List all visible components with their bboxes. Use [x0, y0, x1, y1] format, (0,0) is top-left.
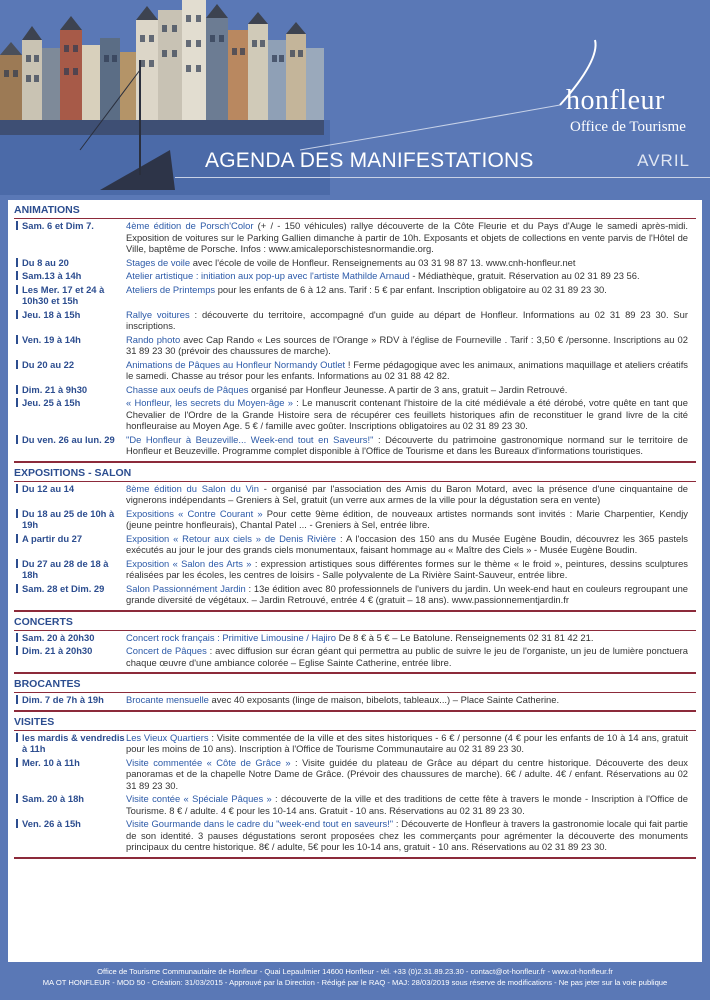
event-description	[126, 220, 694, 255]
event-description	[126, 284, 694, 307]
event-date-text: Mer. 10 à 11h	[22, 756, 80, 768]
event-date	[8, 533, 126, 556]
event-date	[8, 359, 126, 382]
event-description	[126, 793, 694, 816]
section-end-rule	[14, 857, 696, 859]
agenda-row	[8, 433, 702, 458]
event-date-text: Jeu. 25 à 15h	[22, 397, 81, 408]
date-marker	[16, 633, 18, 642]
event-date-text: Sam. 20 à 20h30	[22, 631, 95, 643]
event-date-text: Sam. 28 et Dim. 29	[22, 582, 105, 594]
agenda-row	[8, 693, 702, 707]
event-title: Concert de Pâques	[126, 645, 207, 656]
footer-contact: Office de Tourisme Communautaire de Honfleur - Quai Lepaulmier 14600 Honfleur - tél. +33 (0)2.31.89.23.30 - contact@ot-honfleur.fr - www.ot-honfleur.fr	[97, 967, 613, 976]
event-description	[126, 270, 694, 282]
date-marker	[16, 398, 18, 407]
event-title: « Honfleur, les secrets du Moyen-âge »	[126, 397, 293, 408]
event-description	[126, 818, 694, 853]
date-marker	[16, 509, 18, 518]
event-date-text: Du 20 au 22	[22, 358, 75, 370]
event-date-text: Les Mer. 17 et 24 à 10h30 et 15h	[22, 283, 105, 306]
event-date-text: Du 18 au 25 de 10h à 19h	[22, 507, 115, 530]
date-marker	[16, 819, 18, 828]
event-date-text: Ven. 26 à 15h	[22, 818, 81, 829]
agenda-panel	[8, 200, 702, 962]
date-marker	[16, 646, 18, 655]
date-marker	[16, 285, 18, 294]
agenda-row	[8, 756, 702, 793]
event-details: : Découverte de Honfleur à travers la gastronomie locale qui fait partie de son identité. 3 pauses dégustations seront proposées chez les commerçants pour agrémenter la découverte des monuments principaux du centre historique. 8€ / adulte, 5€ pour les 10-14 ans, gratuit - 10 ans. Réservations au 02 31 89 23 30.	[126, 818, 688, 852]
agenda-row	[8, 631, 702, 645]
event-date	[8, 645, 126, 668]
event-description	[126, 757, 694, 792]
agenda-row	[8, 283, 702, 308]
event-description	[126, 309, 694, 332]
logo-subtitle: Office de Tourisme	[570, 119, 686, 135]
event-details: (+ / - 150 véhicules) rallye découverte de la Côte Fleurie et du Pays d'Auge le samedi après-midi. Exposition de voitures sur le Parking Gallien dimanche à partir de 10h. Exposants et objets de collections en vente parvis de l'Hôtel de Ville, baptême de Porsche. Infos : www.amicaleporschistesnormandie.org.	[126, 220, 688, 254]
event-date	[8, 632, 126, 644]
event-date	[8, 732, 126, 755]
agenda-row	[8, 817, 702, 854]
event-title: Concert rock français : Primitive Limousine / Hajiro	[126, 631, 336, 643]
event-date-text: Du 8 au 20	[22, 256, 69, 268]
event-date-text: Du 27 au 28 de 18 à 18h	[22, 557, 109, 580]
event-details: : expression artistiques sous différentes formes sur le thème « le froid », peintures, dessins sculptures réalisées par les écoles, les centres de loisirs - Salle polyvalente de La Rivière Saint-Sauveur, entrée libre.	[126, 557, 688, 580]
event-title: Expositions « Contre Courant »	[126, 507, 263, 519]
event-details: ! Ferme pédagogique avec les animaux, animations maquillage et ateliers créatifs le samedi. Chasse au trésor pour les enfants. Informations au 02 31 88 42 82.	[126, 358, 688, 381]
page-title: AGENDA DES MANIFESTATIONS	[205, 149, 534, 172]
agenda-row	[8, 358, 702, 383]
event-date-text: Du 12 au 14	[22, 482, 75, 494]
event-title: Visite commentée « Côte de Grâce »	[126, 756, 291, 768]
event-title: 4ème édition de Porsch'Color	[126, 220, 254, 231]
event-date	[8, 284, 126, 307]
event-description	[126, 583, 694, 606]
event-details: : 13e édition avec 80 professionnels de l'univers du jardin. Un week-end haut en couleurs regroupant une grande diversité de végétaux. – Jardin Retrouvé, entrée 4 € (gratuit – 18 ans). www.passionnementjardin.fr	[126, 582, 689, 605]
event-date-text: Sam. 6 et Dim 7.	[22, 220, 94, 231]
event-description	[126, 533, 694, 556]
event-date-text: Jeu. 18 à 15h	[22, 308, 81, 320]
event-title: 8ème édition du Salon du Vin	[126, 482, 259, 494]
section-title: EXPOSITIONS - SALON	[14, 466, 132, 479]
section-title: VISITES	[14, 715, 55, 728]
agenda-section	[8, 463, 702, 612]
agenda-row	[8, 256, 702, 270]
event-description	[126, 434, 694, 457]
event-date	[8, 220, 126, 255]
event-details: : Le manuscrit contenant l'histoire de la cité médiévale a été dérobé, votre quête en tant que Chevalier de l'Ordre de la Grande Histoire sera de récupérer ces feuillets historiques afin de reconstituer le grand livre de la cité honfleuraise au Moyen Age. 5 € / famille avec goûter. Inscriptions obligatoires au 02 31 89 23 30.	[126, 397, 688, 431]
event-title: Rando photo	[126, 333, 181, 345]
event-date	[8, 257, 126, 269]
event-title: Atelier artistique : initiation aux pop-up avec l'artiste Mathilde Arnaud	[126, 270, 410, 281]
agenda-row	[8, 383, 702, 397]
event-title: Animations de Pâques au Honfleur Normandy Outlet	[126, 358, 346, 370]
section-title: CONCERTS	[14, 615, 73, 628]
event-details: De 8 € à 5 € – Le Batolune. Renseignements 02 31 81 42 21.	[335, 631, 594, 643]
date-marker	[16, 733, 18, 742]
event-date	[8, 397, 126, 432]
event-date-text: Ven. 19 à 14h	[22, 333, 81, 345]
agenda-row	[8, 557, 702, 582]
agenda-row	[8, 308, 702, 333]
agenda-section	[8, 612, 702, 675]
event-details: : Visite commentée de la ville et des sites historiques - 6 € / personne (4 € pour les enfants de 10 à 14 ans, gratuit pour les moins de 10 ans). Inscription à l'Office de Tourisme Communautaire au 02 31 89 23 30.	[126, 731, 688, 754]
event-date	[8, 334, 126, 357]
event-date-text: A partir du 27	[22, 532, 83, 544]
date-marker	[16, 385, 18, 394]
agenda-section	[8, 200, 702, 463]
date-marker	[16, 360, 18, 369]
event-date	[8, 483, 126, 506]
event-date	[8, 384, 126, 396]
event-description	[126, 645, 694, 668]
event-title: Ateliers de Printemps	[126, 283, 216, 295]
date-marker	[16, 695, 18, 704]
event-description	[126, 632, 694, 644]
date-marker	[16, 584, 18, 593]
event-description	[126, 732, 694, 755]
event-date	[8, 558, 126, 581]
event-details: avec 40 exposants (linge de maison, bibelots, tableaux...) – Place Sainte Catherine.	[208, 694, 560, 705]
event-details: avec l'école de voile de Honfleur. Renseignements au 03 31 98 87 13. www.cnh-honfleur.net	[190, 256, 576, 268]
footer	[0, 966, 710, 988]
agenda-row	[8, 219, 702, 256]
event-date-text: Sam. 20 à 18h	[22, 793, 85, 804]
event-description	[126, 257, 694, 269]
event-date-text: les mardis & vendredis à 11h	[22, 731, 125, 754]
event-details: : A l'occasion des 150 ans du Musée Eugène Boudin, découvrez les 365 pastels exécutés au jour le jour des grands ciels monumentaux, faisant hommage au « Maître des Ciels » - Musée Eugène Boudin.	[126, 532, 688, 555]
event-date	[8, 818, 126, 853]
header	[0, 0, 710, 195]
event-date	[8, 434, 126, 457]
event-title: Rallye voitures	[126, 308, 190, 320]
agenda-row	[8, 482, 702, 507]
event-date-text: Dim. 21 à 20h30	[22, 645, 93, 656]
event-details: : Découverte du patrimoine gastronomique normand sur le territoire de Honfleur et Beuzeville. Programme complet disponible à l'Office de Tourisme et dans les Bureaux d'informations touristiques.	[126, 433, 688, 456]
date-marker	[16, 559, 18, 568]
event-description	[126, 334, 694, 357]
logo-wordmark: honfleur	[566, 85, 665, 116]
event-description	[126, 558, 694, 581]
agenda-section	[8, 712, 702, 859]
footer-legal: MA OT HONFLEUR - MOD 50 - Création: 31/03/2015 - Approuvé par la Direction - Rédigé par le RAQ - MAJ: 28/03/2019 sous réserve de modifications - Ne pas jeter sur la voie publique	[42, 978, 668, 987]
date-marker	[16, 534, 18, 543]
event-date	[8, 270, 126, 282]
section-title: BROCANTES	[14, 678, 81, 690]
event-details: organisé par Honfleur Jeunesse. A partir de 3 ans, gratuit – Jardin Retrouvé.	[248, 383, 568, 395]
event-title: Stages de voile	[126, 256, 191, 268]
date-marker	[16, 794, 18, 803]
event-description	[126, 384, 694, 396]
event-details: : découverte du territoire, accompagné d'un guide au départ de Honfleur. Informations au 02 31 89 23 30. Sur inscriptions.	[126, 308, 688, 331]
event-details: avec Cap Rando « Les sources de l'Orange » RDV à l'église de Fourneville . Tarif : 3,50 € /personne. Inscriptions au 02 31 89 23 30 (prévoir des chaussures de marche).	[126, 333, 688, 356]
agenda-row	[8, 731, 702, 756]
event-date-text: Dim. 7 de 7h à 19h	[22, 694, 104, 705]
event-details: Pour cette 9ème édition, de nouveaux artistes normands sont invités : Marie Charpentier, Kendjy (jeune peintre honfleurais), Chantal Patel ... - Greniers à Sel, entrée libre.	[126, 507, 688, 530]
title-bar	[145, 143, 710, 183]
event-title: Les Vieux Quartiers	[126, 731, 209, 743]
agenda-row	[8, 396, 702, 433]
agenda-row	[8, 269, 702, 283]
event-title: Exposition « Retour aux ciels » de Denis Rivière	[126, 532, 337, 544]
date-marker	[16, 271, 18, 280]
date-marker	[16, 310, 18, 319]
agenda-row	[8, 507, 702, 532]
agenda-row	[8, 644, 702, 669]
event-details: pour les enfants de 6 à 12 ans. Tarif : 5 € par enfant. Inscription obligatoire au 02 31 89 23 30.	[215, 283, 607, 295]
event-description	[126, 483, 694, 506]
agenda-row	[8, 333, 702, 358]
event-date-text: Du ven. 26 au lun. 29	[22, 433, 115, 445]
event-details: : avec diffusion sur écran géant qui permettra au public de suivre le jeu de l'organiste, un jeu de lumière ponctuera chaque œuvre d'une ambiance colorée – Eglise Sainte Catherine, entrée libre.	[126, 645, 689, 668]
date-marker	[16, 221, 18, 230]
agenda-section	[8, 674, 702, 712]
event-description	[126, 694, 694, 706]
event-date-text: Dim. 21 à 9h30	[22, 383, 88, 395]
date-marker	[16, 758, 18, 767]
event-date	[8, 583, 126, 606]
title-divider	[175, 177, 710, 178]
date-marker	[16, 335, 18, 344]
event-details: - Médiathèque, gratuit. Réservation au 02 31 89 23 56.	[409, 270, 640, 281]
agenda-row	[8, 532, 702, 557]
event-title: Exposition « Salon des Arts »	[126, 557, 252, 569]
event-date	[8, 694, 126, 706]
event-title: Visite contée « Spéciale Pâques »	[126, 793, 272, 804]
event-details: : Visite guidée du plateau de Grâce au départ du centre historique. Découverte des deux panoramas et de la chapelle Notre Dame de Grâce. (Prévoir des chaussures de marche). 6€ / adulte. 4€ / enfant. Réservations au 02 31 89 23 30.	[126, 756, 688, 791]
agenda-row	[8, 792, 702, 817]
date-marker	[16, 484, 18, 493]
agenda-row	[8, 582, 702, 607]
event-date	[8, 793, 126, 816]
event-description	[126, 508, 694, 531]
event-title: Salon Passionnément Jardin	[126, 582, 246, 594]
page-month: AVRIL	[637, 151, 690, 170]
section-title: ANIMATIONS	[14, 204, 80, 216]
event-date	[8, 309, 126, 332]
event-title: "De Honfleur à Beuzeville... Week-end tout en Saveurs!"	[126, 433, 374, 445]
event-title: Visite Gourmande dans le cadre du "week-end tout en saveurs!"	[126, 818, 394, 829]
event-title: Brocante mensuelle	[126, 694, 209, 705]
event-date	[8, 757, 126, 792]
event-date	[8, 508, 126, 531]
event-title: Chasse aux oeufs de Pâques	[126, 383, 249, 395]
event-date-text: Sam.13 à 14h	[22, 270, 82, 281]
event-details: : découverte de la ville et des traditions de cette fête à travers le monde - Inscription à l'Office de Tourisme. 8 € / adulte. 4 € pour les 10-14 ans. Gratuit - 10 ans. Réservations au 02 31 89 23 30.	[126, 793, 688, 816]
event-description	[126, 397, 694, 432]
date-marker	[16, 258, 18, 267]
event-details: - organisé par l'association des Amis du Baron Motard, avec la présence d'une cinquantaine de vignerons indépendants – Greniers à Sel, gratuit (un verre aux armes de la ville pour la dégustation sera en vente)	[126, 482, 688, 505]
date-marker	[16, 435, 18, 444]
event-description	[126, 359, 694, 382]
